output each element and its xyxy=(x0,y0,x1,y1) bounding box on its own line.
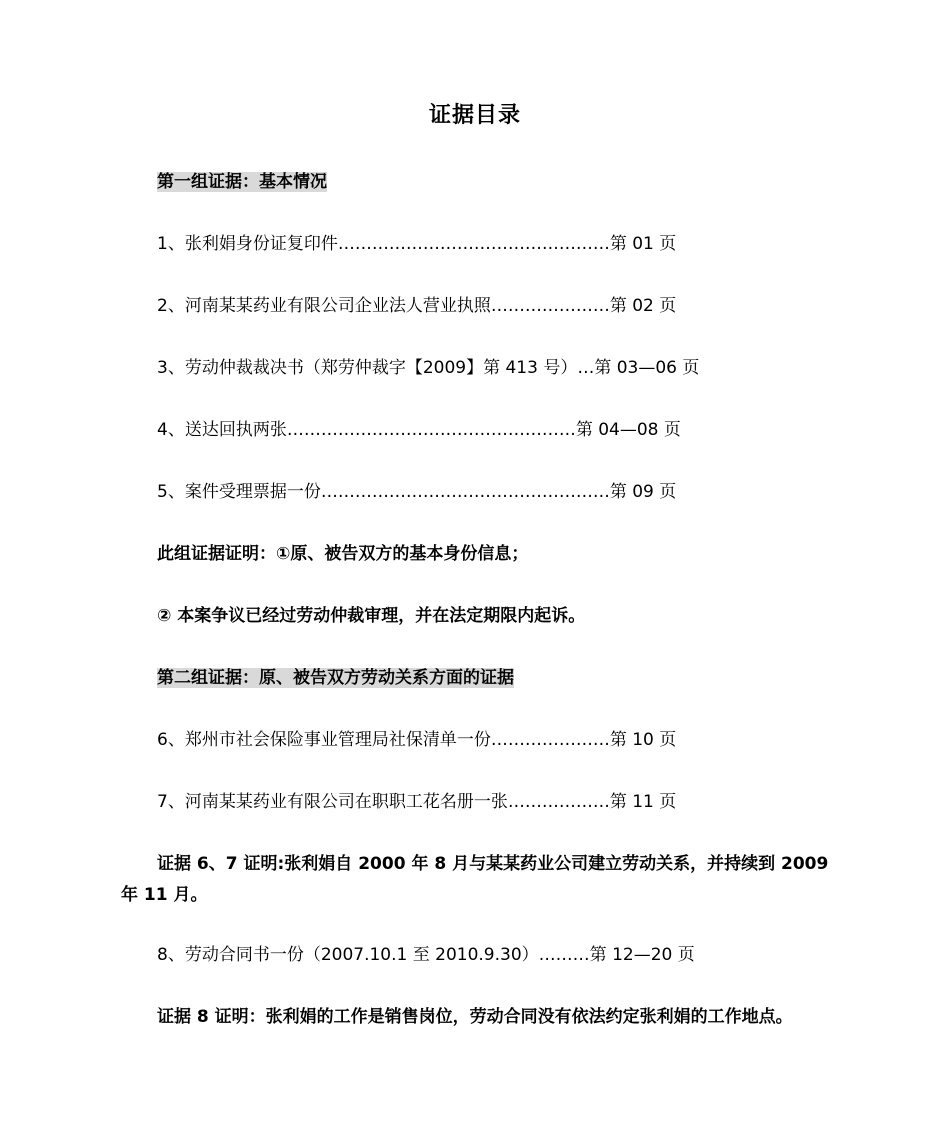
evidence-item-1: 1、张利娟身份证复印件…………………………………………第 01 页 xyxy=(157,234,677,254)
evidence-item-8: 8、劳动合同书一份（2007.10.1 至 2010.9.30）………第 12—20 页 xyxy=(157,945,695,965)
evidence-item-7: 7、河南某某药业有限公司在职职工花名册一张………………第 11 页 xyxy=(157,792,677,812)
group1-proof-line1: 此组证据证明：①原、被告双方的基本身份信息； xyxy=(157,544,529,564)
evidence-item-3: 3、劳动仲裁裁决书（郑劳仲裁字【2009】第 413 号）…第 03—06 页 xyxy=(157,358,700,378)
evidence-item-5: 5、案件受理票据一份……………………………………………第 09 页 xyxy=(157,482,677,502)
group2-proof-6-7: 证据 6、7 证明:张利娟自 2000 年 8 月与某某药业公司建立劳动关系，并持续到 2009 年 11 月。 xyxy=(121,854,829,905)
group2-heading: 第二组证据：原、被告双方劳动关系方面的证据 xyxy=(157,668,514,688)
group2-proof-8: 证据 8 证明：张利娟的工作是销售岗位，劳动合同没有依法约定张利娟的工作地点。 xyxy=(157,1007,793,1027)
group1-proof-line2: ② 本案争议已经过劳动仲裁审理，并在法定期限内起诉。 xyxy=(157,606,586,626)
evidence-item-4: 4、送达回执两张……………………………………………第 04—08 页 xyxy=(157,420,681,440)
group1-heading: 第一组证据：基本情况 xyxy=(157,172,327,192)
evidence-item-6: 6、郑州市社会保险事业管理局社保清单一份…………………第 10 页 xyxy=(157,730,677,750)
evidence-item-2: 2、河南某某药业有限公司企业法人营业执照…………………第 02 页 xyxy=(157,296,677,316)
document-title: 证据目录 xyxy=(428,103,521,128)
